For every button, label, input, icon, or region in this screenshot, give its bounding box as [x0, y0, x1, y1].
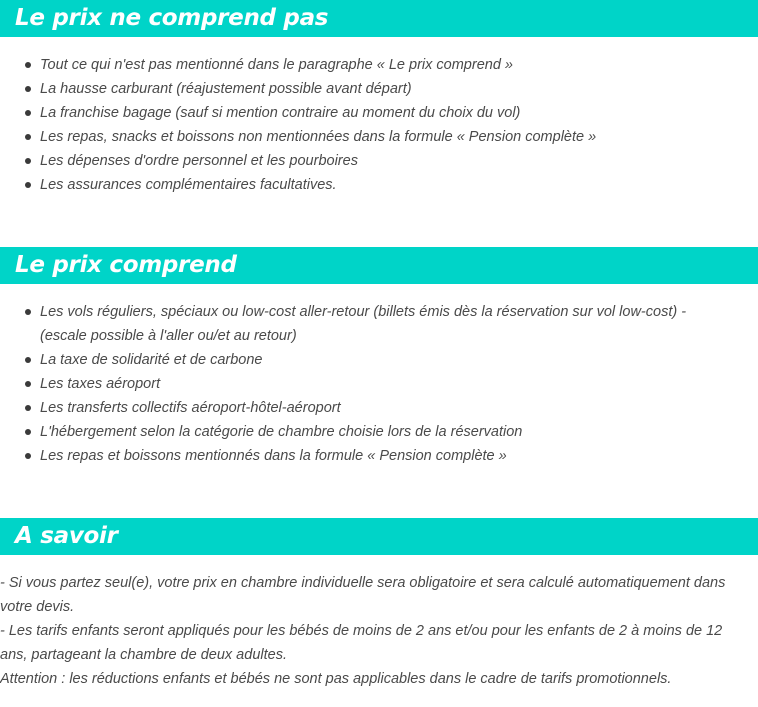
section-header-not-included	[0, 0, 758, 37]
bullet-icon	[25, 357, 31, 363]
list-item-text: La franchise bagage (sauf si mention contraire au moment du choix du vol)	[40, 105, 521, 121]
to-know-paragraph: - Si vous partez seul(e), votre prix en chambre individuelle sera obligatoire et sera calculé automatiquement dans votre devis.	[0, 575, 726, 615]
bullet-icon	[25, 110, 31, 116]
bullet-icon	[25, 158, 31, 164]
list-item-text: La hausse carburant (réajustement possible avant départ)	[40, 81, 412, 97]
bullet-icon	[25, 182, 31, 188]
bullet-icon	[25, 381, 31, 387]
list-item	[0, 420, 758, 444]
included-list	[0, 300, 758, 468]
list-item	[0, 173, 758, 197]
to-know-paragraph: Attention : les réductions enfants et bébés ne sont pas applicables dans le cadre de tarifs promotionnels.	[0, 671, 672, 687]
bullet-icon	[25, 429, 31, 435]
section-header-to-know	[0, 518, 758, 555]
bullet-icon	[25, 134, 31, 140]
list-item-text: Les assurances complémentaires facultatives.	[40, 177, 337, 193]
list-item	[0, 53, 758, 77]
not-included-list	[0, 53, 758, 197]
list-item-text: Les repas, snacks et boissons non mentionnées dans la formule « Pension complète »	[40, 129, 597, 145]
list-item	[0, 444, 758, 468]
list-item	[0, 149, 758, 173]
section-header-included	[0, 247, 758, 284]
list-item-text: L'hébergement selon la catégorie de chambre choisie lors de la réservation	[40, 424, 523, 440]
section-title-not-included: Le prix ne comprend pas	[15, 5, 329, 31]
bullet-icon	[25, 309, 31, 315]
section-title-included: Le prix comprend	[15, 252, 237, 278]
list-item-text: Les dépenses d'ordre personnel et les pourboires	[40, 153, 358, 169]
section-title-to-know: A savoir	[15, 523, 118, 549]
bullet-icon	[25, 86, 31, 92]
list-item	[0, 77, 758, 101]
list-item-text: Les vols réguliers, spéciaux ou low-cost aller-retour (billets émis dès la réservation sur vol low-cost) - (escale possible à l'aller ou/et au retour)	[40, 304, 687, 344]
list-item	[0, 372, 758, 396]
list-item	[0, 396, 758, 420]
list-item	[0, 300, 758, 348]
list-item	[0, 101, 758, 125]
list-item-text: Les taxes aéroport	[40, 376, 161, 392]
list-item-text: Les repas et boissons mentionnés dans la formule « Pension complète »	[40, 448, 507, 464]
to-know-text	[0, 571, 758, 691]
list-item-text: Les transferts collectifs aéroport-hôtel-aéroport	[40, 400, 341, 416]
list-item-text: Tout ce qui n'est pas mentionné dans le paragraphe « Le prix comprend »	[40, 57, 513, 73]
list-item	[0, 348, 758, 372]
bullet-icon	[25, 62, 31, 68]
to-know-paragraph: - Les tarifs enfants seront appliqués pour les bébés de moins de 2 ans et/ou pour les enfants de 2 à moins de 12 ans, partageant la chambre de deux adultes.	[0, 623, 723, 663]
bullet-icon	[25, 405, 31, 411]
list-item-text: La taxe de solidarité et de carbone	[40, 352, 263, 368]
bullet-icon	[25, 453, 31, 459]
list-item	[0, 125, 758, 149]
